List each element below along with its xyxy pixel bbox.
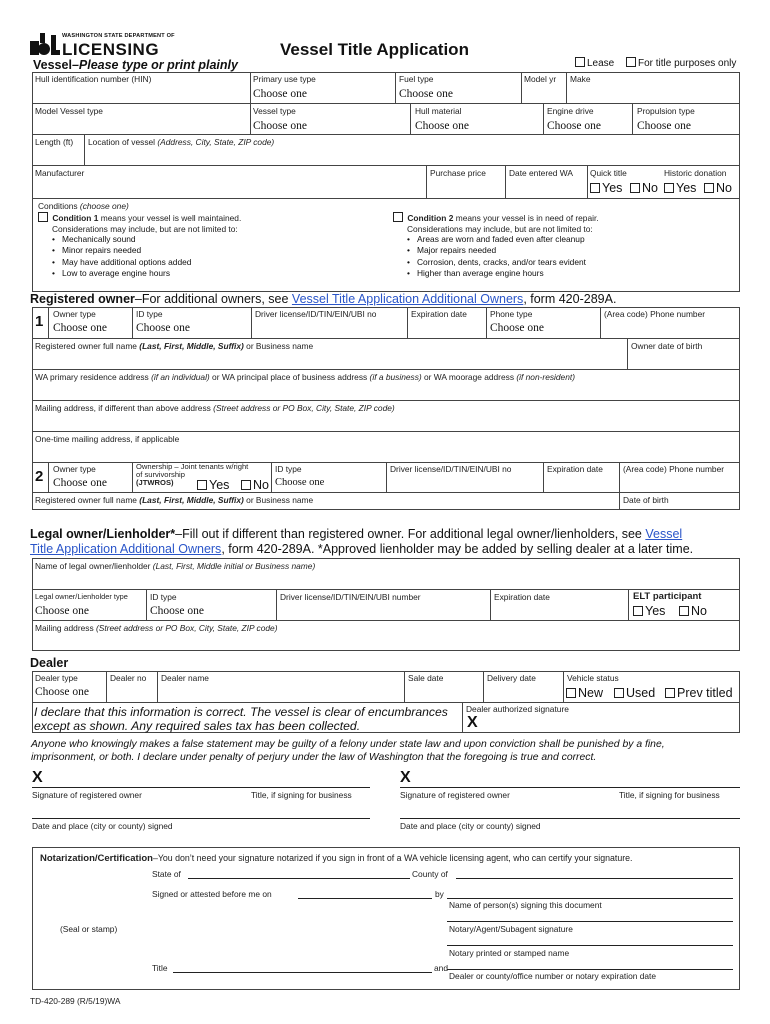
list-item: • Areas are worn and faded even after cleanup <box>397 234 599 245</box>
status-new-checkbox[interactable] <box>566 688 576 698</box>
owner2-dob-label: Date of birth <box>623 495 669 505</box>
owner2-full-name-label: Registered owner full name (Last, First, Middle, Suffix) or Business name <box>35 495 314 505</box>
hin-label: Hull identification number (HIN) <box>35 74 152 84</box>
status-used-checkbox[interactable] <box>614 688 624 698</box>
length-label: Length (ft) <box>35 137 74 147</box>
condition-1-checkbox[interactable] <box>38 212 48 222</box>
condition-2-checkbox[interactable] <box>393 212 403 222</box>
elt-yes[interactable]: Yes <box>633 604 665 618</box>
owner2-date-label: Date and place (city or county) signed <box>400 821 541 831</box>
legal-id-type-label: ID type <box>150 592 177 602</box>
names-label: Name of person(s) signing this document <box>449 900 602 910</box>
historic-yes[interactable]: Yes <box>664 181 696 195</box>
owner-type-select[interactable]: Choose one <box>53 322 107 334</box>
title-only-checkbox[interactable] <box>626 57 636 67</box>
legal-owner-name-label: Name of legal owner/lienholder (Last, First, Middle initial or Business name) <box>35 561 316 571</box>
county-of-label: County of <box>412 869 448 879</box>
dealer-signature-label: Dealer authorized signature <box>466 704 569 714</box>
vehicle-status-label: Vehicle status <box>567 673 619 683</box>
phone-type-label: Phone type <box>490 309 533 319</box>
id-type-label: ID type <box>136 309 163 319</box>
status-prev-titled-checkbox[interactable] <box>665 688 675 698</box>
legal-dl-label: Driver license/ID/TIN/EIN/UBI number <box>280 592 421 602</box>
conditions-label: Conditions (choose one) <box>38 201 129 211</box>
agent-signature-label: Notary/Agent/Subagent signature <box>449 924 573 934</box>
historic-label: Historic donation <box>664 168 727 178</box>
jtwros-no-checkbox[interactable] <box>241 480 251 490</box>
jtwros-no[interactable]: No <box>241 478 269 492</box>
owner-2-number: 2 <box>35 468 44 485</box>
owner2-id-type-select[interactable]: Choose one <box>275 477 325 488</box>
owner2-phone-label: (Area code) Phone number <box>623 464 725 474</box>
agency-name-large: LICENSING <box>62 40 160 59</box>
legal-expiration-label: Expiration date <box>494 592 550 602</box>
vessel-type-label: Vessel type <box>253 106 296 116</box>
phone-label: (Area code) Phone number <box>604 309 706 319</box>
notary-printed-label: Notary printed or stamped name <box>449 948 570 958</box>
owner-1-number: 1 <box>35 313 44 330</box>
quick-title-no[interactable]: No <box>630 181 658 195</box>
location-label: Location of vessel (Address, City, State, ZIP code) <box>88 137 275 147</box>
owner2-dl-label: Driver license/ID/TIN/EIN/UBI no <box>390 464 512 474</box>
date-entered-label: Date entered WA <box>509 168 573 178</box>
list-item: • Major repairs needed <box>397 245 599 256</box>
legal-owner-type-select[interactable]: Choose one <box>35 605 89 617</box>
sale-date-label: Sale date <box>408 673 444 683</box>
hull-material-select[interactable]: Choose one <box>415 120 469 132</box>
lease-option[interactable]: Lease <box>575 57 614 69</box>
model-label: Model Vessel type <box>35 106 103 116</box>
owner1-signature-x[interactable]: X <box>32 769 43 786</box>
by-label: by <box>435 889 444 899</box>
list-item: • Corrosion, dents, cracks, and/or tears evident <box>397 257 599 268</box>
dealer-type-select[interactable]: Choose one <box>35 686 89 698</box>
vessel-type-select[interactable]: Choose one <box>253 120 307 132</box>
ownership-label: Ownership – Joint tenants w/right of survivorship (JTWROS) <box>136 462 249 488</box>
propulsion-select[interactable]: Choose one <box>637 120 691 132</box>
dealer-county-label: Dealer or county/office number or notary expiration date <box>449 971 657 981</box>
hull-material-label: Hull material <box>415 106 462 116</box>
quick-title-yes[interactable]: Yes <box>590 181 622 195</box>
status-used[interactable]: Used <box>614 686 655 700</box>
legal-owner-type-label: Legal owner/Lienholder type <box>35 592 128 601</box>
quick-title-yes-checkbox[interactable] <box>590 183 600 193</box>
dol-logo <box>30 33 60 55</box>
phone-type-select[interactable]: Choose one <box>490 322 544 334</box>
list-item: • Minor repairs needed <box>42 245 241 256</box>
dealer-type-label: Dealer type <box>35 673 78 683</box>
seal-label: (Seal or stamp) <box>60 924 118 934</box>
dealer-name-label: Dealer name <box>161 673 209 683</box>
purchase-price-label: Purchase price <box>430 168 486 178</box>
historic-no[interactable]: No <box>704 181 732 195</box>
legal-id-type-select[interactable]: Choose one <box>150 605 204 617</box>
delivery-date-label: Delivery date <box>487 673 536 683</box>
owner1-signature-label: Signature of registered owner <box>32 790 142 800</box>
manufacturer-label: Manufacturer <box>35 168 85 178</box>
owner2-type-select[interactable]: Choose one <box>53 477 107 489</box>
owner-dob-label: Owner date of birth <box>631 341 703 351</box>
list-item: • Higher than average engine hours <box>397 268 599 279</box>
additional-owners-link-2[interactable]: Vessel <box>645 527 683 541</box>
owner-full-name-label: Registered owner full name (Last, First, Middle, Suffix) or Business name <box>35 341 314 351</box>
quick-title-no-checkbox[interactable] <box>630 183 640 193</box>
condition-1: Condition 1 means your vessel is well maintained. Considerations may include, but are not limited to: • Mechanically sound • Minor repairs needed • May have additional options added • Low to average engine hours <box>38 212 241 279</box>
dl-label: Driver license/ID/TIN/EIN/UBI no <box>255 309 377 319</box>
list-item: • Low to average engine hours <box>42 268 241 279</box>
perjury-notice: Anyone who knowingly makes a false statement may be guilty of a felony under state law and upon conviction shall be punished by a fine, imprisonment, or both. I declare under penalty of perjury under the law of Washington that the foregoing is true and correct. <box>31 739 665 763</box>
additional-owners-link[interactable]: Vessel Title Application Additional Owners <box>291 292 524 306</box>
owner2-id-type-label: ID type <box>275 464 302 474</box>
legal-mailing-label: Mailing address (Street address or PO Box, City, State, ZIP code) <box>35 623 278 633</box>
model-yr-label: Model yr <box>524 74 557 84</box>
quick-title-label: Quick title <box>590 168 627 178</box>
vessel-heading: Vessel–Please type or print plainly <box>33 58 238 72</box>
elt-label: ELT participant <box>633 591 702 602</box>
historic-no-checkbox[interactable] <box>704 183 714 193</box>
fuel-type-label: Fuel type <box>399 74 434 84</box>
elt-no[interactable]: No <box>679 604 707 618</box>
title-only-option[interactable]: For title purposes only <box>626 57 736 69</box>
registered-owner-heading: Registered owner–For additional owners, see Vessel Title Application Additional Owners, form 420-289A. <box>30 292 617 306</box>
condition-1-list <box>42 234 241 279</box>
dealer-declaration: I declare that this information is correct. The vessel is clear of encumbrances except as shown. Any required sales tax has been collected. <box>34 705 448 733</box>
wa-address-label: WA primary residence address (if an individual) or WA principal place of business address (if a business) or WA moorage address (if non-resident) <box>35 372 575 382</box>
dol-logo-icon <box>30 33 60 55</box>
owner2-type-label: Owner type <box>53 464 96 474</box>
notary-heading: Notarization/Certification–You don’t need your signature notarized if you sign in front of a WA vehicle licensing agent, who can certify your signature. <box>40 853 633 864</box>
legal-owner-heading: Legal owner/Lienholder*–Fill out if different than registered owner. For additional legal owner/lienholders, see Vessel Title Application Additional Owners, form 420-289A. *Approved lienholder may be added by selling dealer at a later time. <box>30 527 694 556</box>
state-of-label: State of <box>152 869 181 879</box>
expiration-label: Expiration date <box>411 309 467 319</box>
lease-checkbox[interactable] <box>575 57 585 67</box>
owner1-title-label: Title, if signing for business <box>251 790 352 800</box>
condition-2-list <box>397 234 599 279</box>
dealer-heading: Dealer <box>30 656 69 670</box>
owner2-expiration-label: Expiration date <box>547 464 603 474</box>
status-prev-titled[interactable]: Prev titled <box>665 686 733 700</box>
notary-title-label: Title <box>152 963 168 973</box>
fuel-type-select[interactable]: Choose one <box>399 88 453 100</box>
historic-yes-checkbox[interactable] <box>664 183 674 193</box>
form-number: TD-420-289 (R/5/19)WA <box>30 996 121 1006</box>
dealer-no-label: Dealer no <box>110 673 147 683</box>
primary-use-select[interactable]: Choose one <box>253 88 307 100</box>
status-new[interactable]: New <box>566 686 603 700</box>
agency-name-small: WASHINGTON STATE DEPARTMENT OF <box>62 33 175 39</box>
page-title: Vessel Title Application <box>280 40 469 59</box>
owner1-date-label: Date and place (city or county) signed <box>32 821 173 831</box>
condition-2: Condition 2 means your vessel is in need of repair. Considerations may include, but are not limited to: • Areas are worn and faded even after cleanup • Major repairs needed • Corrosion, dents, cracks, and/or tears evident • Higher than average engine hours <box>393 212 599 279</box>
signed-before-label: Signed or attested before me on <box>152 889 272 899</box>
list-item: • Mechanically sound <box>42 234 241 245</box>
jtwros-yes-checkbox[interactable] <box>197 480 207 490</box>
owner2-title-label: Title, if signing for business <box>619 790 720 800</box>
jtwros-yes[interactable]: Yes <box>197 478 229 492</box>
owner-type-label: Owner type <box>53 309 96 319</box>
primary-use-label: Primary use type <box>253 74 316 84</box>
mailing-address-label: Mailing address, if different than above address (Street address or PO Box, City, State, ZIP code) <box>35 403 395 413</box>
onetime-address-label: One-time mailing address, if applicable <box>35 434 180 444</box>
engine-drive-label: Engine drive <box>547 106 594 116</box>
make-label: Make <box>570 74 591 84</box>
additional-owners-link-3[interactable]: Title Application Additional Owners <box>30 542 222 556</box>
owner2-signature-x[interactable]: X <box>400 769 411 786</box>
and-label: and <box>434 963 448 973</box>
dealer-signature-x[interactable]: X <box>467 714 478 731</box>
id-type-select[interactable]: Choose one <box>136 322 190 334</box>
list-item: • May have additional options added <box>42 257 241 268</box>
elt-no-checkbox[interactable] <box>679 606 689 616</box>
owner2-signature-label: Signature of registered owner <box>400 790 510 800</box>
propulsion-label: Propulsion type <box>637 106 695 116</box>
elt-yes-checkbox[interactable] <box>633 606 643 616</box>
engine-drive-select[interactable]: Choose one <box>547 120 601 132</box>
